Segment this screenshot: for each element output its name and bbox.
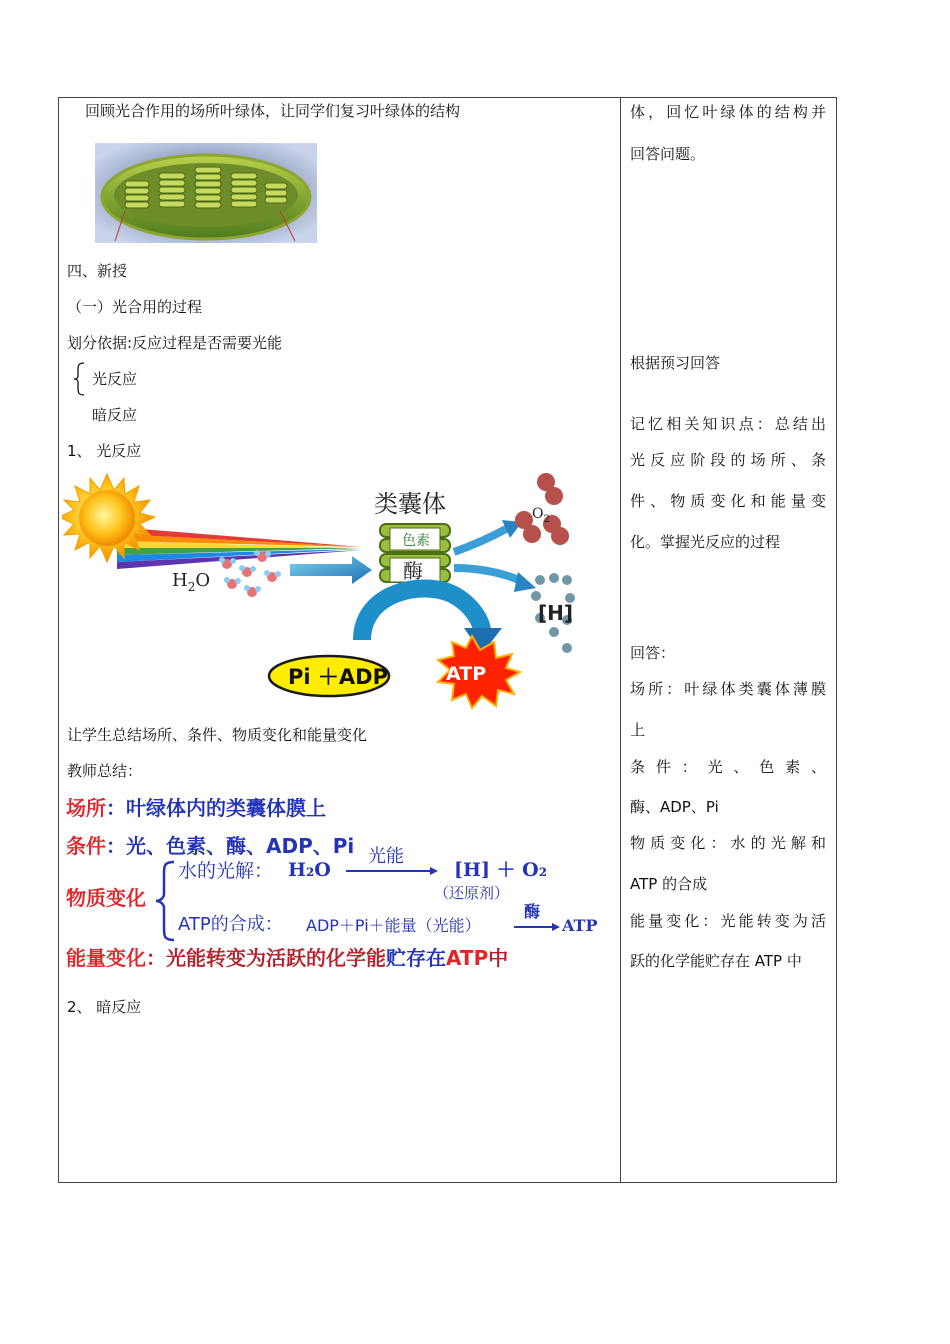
pi-adp-label: Pi ＋ADP [288,665,388,689]
right-line: 能量变化：光能转变为活 [630,912,826,930]
right-line: 场所：叶绿体类囊体薄膜 [630,680,826,698]
student-task: 让学生总结场所、条件、物质变化和能量变化 [67,726,368,744]
right-line: ATP 的合成 [630,875,708,893]
summary-brace-icon [154,860,176,942]
item-dark-reaction: 2、 暗反应 [67,998,142,1016]
right-line: 回答问题。 [630,145,706,163]
enzyme-summary-label: 酶 [524,902,541,921]
light-reaction-label: 光反应 [92,370,138,388]
light-reaction-diagram [62,472,602,712]
right-line: 化。掌握光反应的过程 [630,533,781,551]
reducer-label: （还原剂） [434,884,510,902]
light-energy-label: 光能 [368,846,404,867]
water-formula: H₂O [288,859,331,881]
arrow-icon [346,866,438,876]
right-line: 物质变化：水的光解和 [630,834,826,852]
svg-text:O2: $O_2$ [532,506,550,525]
item-light-reaction: 1、 光反应 [67,442,142,460]
basis-text: 划分依据:反应过程是否需要光能 [67,334,283,352]
atp-label: ATP [446,663,487,685]
svg-text:H2O: $H_2O$ [172,570,211,594]
right-line: 酶、ADP、Pi [630,798,719,816]
water-product: [H] ＋ O₂ [454,859,548,881]
right-line: 光反应阶段的场所、条 [630,451,826,469]
summary-energy: 能量变化：光能转变为活跃的化学能贮存在ATP中 [66,946,509,970]
right-line: 体，回忆叶绿体的结构并 [630,103,826,121]
chloroplast-image [95,143,317,243]
water-photolysis-label: 水的光解： [178,860,274,882]
atp-product: ATP [562,916,598,935]
teacher-summary: 教师总结： [67,762,143,780]
summary-place: 场所：叶绿体内的类囊体膜上 [66,796,326,820]
brace-icon [72,362,86,396]
right-line: 记忆相关知识点：总结出 [630,415,826,433]
pigment-label: 色素 [402,533,430,549]
intro-text: 回顾光合作用的场所叶绿体，让同学们复习叶绿体的结构 [85,102,461,120]
right-line: 回答： [630,644,676,662]
right-line: 件、物质变化和能量变 [630,492,826,510]
right-line: 跃的化学能贮存在 ATP 中 [630,952,802,970]
summary-conditions: 条件：光、色素、酶、ADP、Pi [66,834,355,858]
column-divider [620,97,621,1183]
arrow-icon [514,922,560,932]
enzyme-label: 酶 [403,559,423,583]
thylakoid-label: 类囊体 [374,490,446,518]
part-heading: （一）光合用的过程 [67,298,203,316]
summary-change-label: 物质变化 [66,886,146,910]
right-line: 条 件 ： 光 、 色 素 、 [630,758,826,776]
atp-synthesis-label: ATP的合成： [178,914,283,935]
dark-reaction-label: 暗反应 [92,406,138,424]
hydrogen-label: [H] [538,601,574,625]
section-heading: 四、新授 [67,262,128,280]
atp-formula: ADP＋Pi＋能量（光能） [306,916,481,935]
right-line: 根据预习回答 [630,354,721,372]
right-line: 上 [630,721,646,739]
